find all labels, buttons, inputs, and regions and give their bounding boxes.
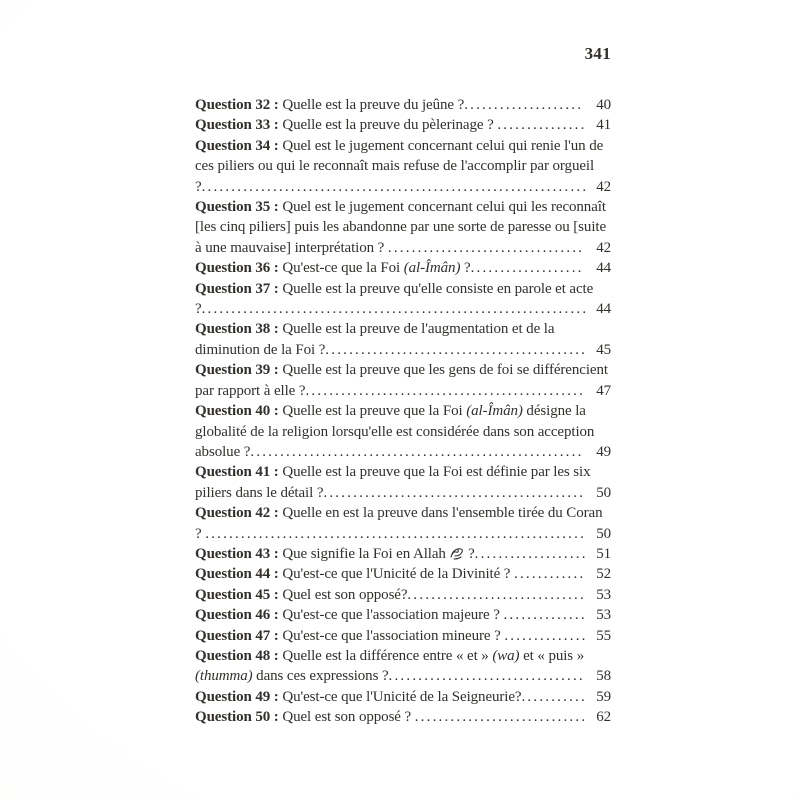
entry-text: Quel est son opposé? (282, 586, 408, 603)
dotted-leader: ............... (497, 117, 587, 134)
entry-text: Que signifie la Foi en Allah (282, 545, 450, 562)
toc-entry (195, 95, 611, 115)
toc-entry (195, 258, 611, 278)
question-label: Question 49 : (195, 688, 283, 705)
entry-text: et « puis » (519, 647, 585, 664)
toc-entry (195, 585, 611, 605)
question-label: Question 50 : (195, 709, 283, 726)
question-label: Question 48 : (195, 647, 283, 664)
entry-text: Quel est le jugement concernant celui qui renie l'un de ces piliers ou qui le reconnaît mais refuse de l'accomplir par orgueil ? (195, 137, 604, 195)
question-label: Question 36 : (195, 260, 283, 277)
entry-page-number: 40 (596, 97, 611, 113)
entry-page-number: 52 (596, 566, 611, 583)
entry-text: Qu'est-ce que l'Unicité de la Divinité ? (282, 566, 514, 583)
question-label: Question 44 : (195, 566, 283, 583)
question-label: Question 35 : (195, 199, 283, 216)
dotted-leader: .............................. (407, 586, 586, 603)
entry-page-number: 59 (596, 688, 611, 705)
entry-text: Qu'est-ce que l'association majeure ? (282, 607, 504, 624)
dotted-leader: .................... (464, 97, 584, 113)
dotted-leader: ................................................................ (205, 525, 587, 542)
dotted-leader: .............. (503, 607, 587, 624)
entry-page-number: 53 (596, 607, 611, 624)
dotted-leader: ................................. (388, 668, 585, 685)
entry-page-number: 58 (596, 668, 611, 685)
toc-entry (195, 544, 611, 564)
entry-page-number: 53 (596, 586, 611, 603)
toc-entry (195, 687, 611, 707)
question-label: Question 42 : (195, 505, 283, 522)
dotted-leader: ............ (514, 566, 586, 583)
page-number: 341 (584, 44, 611, 63)
question-label: Question 38 : (195, 321, 283, 338)
table-of-contents (195, 95, 611, 728)
toc-entry (195, 626, 611, 646)
dotted-leader: ................... (470, 260, 584, 277)
entry-text: Quelle est la preuve que la Foi est définie par les six piliers dans le détail ? (195, 464, 591, 501)
entry-page-number: 55 (596, 627, 611, 644)
dotted-leader: ............................................ (323, 484, 586, 501)
toc-entry (195, 564, 611, 584)
entry-text: (wa) (492, 647, 520, 664)
entry-text: Quel est le jugement concernant celui qui les reconnaît [les cinq piliers] puis les abandonne par une sorte de paresse ou [suite à une mauvaise] interprétation ? (195, 199, 607, 256)
entry-text: Quel est son opposé ? (282, 709, 415, 726)
toc-entry (195, 136, 611, 197)
entry-text: désigne la globalité de la religion lorsqu'elle est considérée dans son acception absolue ? (195, 403, 595, 460)
dotted-leader: ........... (521, 688, 587, 705)
entry-text: Qu'est-ce que l'Unicité de la Seigneurie? (282, 688, 522, 705)
question-label: Question 34 : (195, 137, 283, 154)
entry-page-number: 44 (596, 301, 611, 318)
allah-honorific-icon (449, 547, 464, 560)
entry-text: dans ces expressions ? (252, 668, 389, 685)
entry-text: Quelle est la preuve qu'elle consiste en parole et acte ? (195, 280, 594, 318)
dotted-leader: ............................................ (325, 341, 588, 358)
toc-entry (195, 605, 611, 625)
entry-page-number: 51 (596, 545, 611, 562)
entry-text: Quelle en est la preuve dans l'ensemble tirée du Coran ? (195, 505, 603, 542)
dotted-leader: .............. (504, 627, 588, 644)
dotted-leader: ........................................................ (250, 443, 584, 460)
entry-text: (al-Îmân) (403, 260, 461, 277)
entry-page-number: 49 (596, 443, 611, 460)
question-label: Question 40 : (195, 403, 283, 420)
entry-page-number: 62 (596, 709, 611, 726)
toc-entry (195, 115, 611, 135)
toc-entry (195, 401, 611, 462)
entry-text: Qu'est-ce que la Foi (282, 260, 404, 277)
entry-page-number: 41 (596, 117, 611, 134)
dotted-leader: ................................................................. (201, 301, 589, 318)
entry-text: (thumma) (195, 668, 253, 685)
book-page (195, 44, 611, 728)
entry-text: ? (464, 545, 475, 562)
entry-page-number: 50 (596, 525, 611, 542)
question-label: Question 32 : (195, 97, 283, 113)
toc-entry (195, 503, 611, 544)
question-label: Question 37 : (195, 280, 283, 297)
entry-text: Quelle est la différence entre « et » (282, 647, 493, 664)
dotted-leader: ................................................................. (201, 178, 589, 195)
dotted-leader: ................................. (387, 239, 585, 256)
question-label: Question 39 : (195, 362, 283, 379)
entry-text: Qu'est-ce que l'association mineure ? (282, 627, 505, 644)
dotted-leader: ............................. (414, 709, 588, 726)
toc-entry (195, 197, 611, 258)
question-label: Question 43 : (195, 545, 283, 562)
dotted-leader: ............................................... (305, 382, 586, 399)
entry-page-number: 50 (596, 484, 611, 501)
question-label: Question 47 : (195, 627, 283, 644)
question-label: Question 45 : (195, 586, 283, 603)
toc-entry (195, 360, 611, 401)
entry-page-number: 47 (596, 382, 611, 399)
toc-entry (195, 462, 611, 503)
toc-entry (195, 279, 611, 320)
dotted-leader: ................... (474, 545, 588, 562)
question-label: Question 46 : (195, 607, 283, 624)
entry-page-number: 44 (596, 260, 611, 277)
entry-page-number: 42 (596, 178, 611, 195)
toc-entry (195, 707, 611, 727)
entry-text: Quelle est la preuve que la Foi (282, 403, 467, 420)
entry-text: Quelle est la preuve que les gens de foi se différencient par rapport à elle ? (195, 362, 608, 399)
entry-text: Quelle est la preuve de l'augmentation et de la diminution de la Foi ? (195, 321, 555, 358)
entry-page-number: 45 (596, 341, 611, 358)
toc-entry (195, 646, 611, 687)
entry-page-number: 42 (596, 239, 611, 256)
entry-text: Quelle est la preuve du jeûne ? (282, 97, 465, 113)
question-label: Question 41 : (195, 464, 283, 481)
entry-text: Quelle est la preuve du pèlerinage ? (282, 117, 498, 134)
entry-text: ? (460, 260, 471, 277)
toc-entry (195, 319, 611, 360)
entry-text: (al-Îmân) (466, 403, 523, 420)
question-label: Question 33 : (195, 117, 283, 134)
